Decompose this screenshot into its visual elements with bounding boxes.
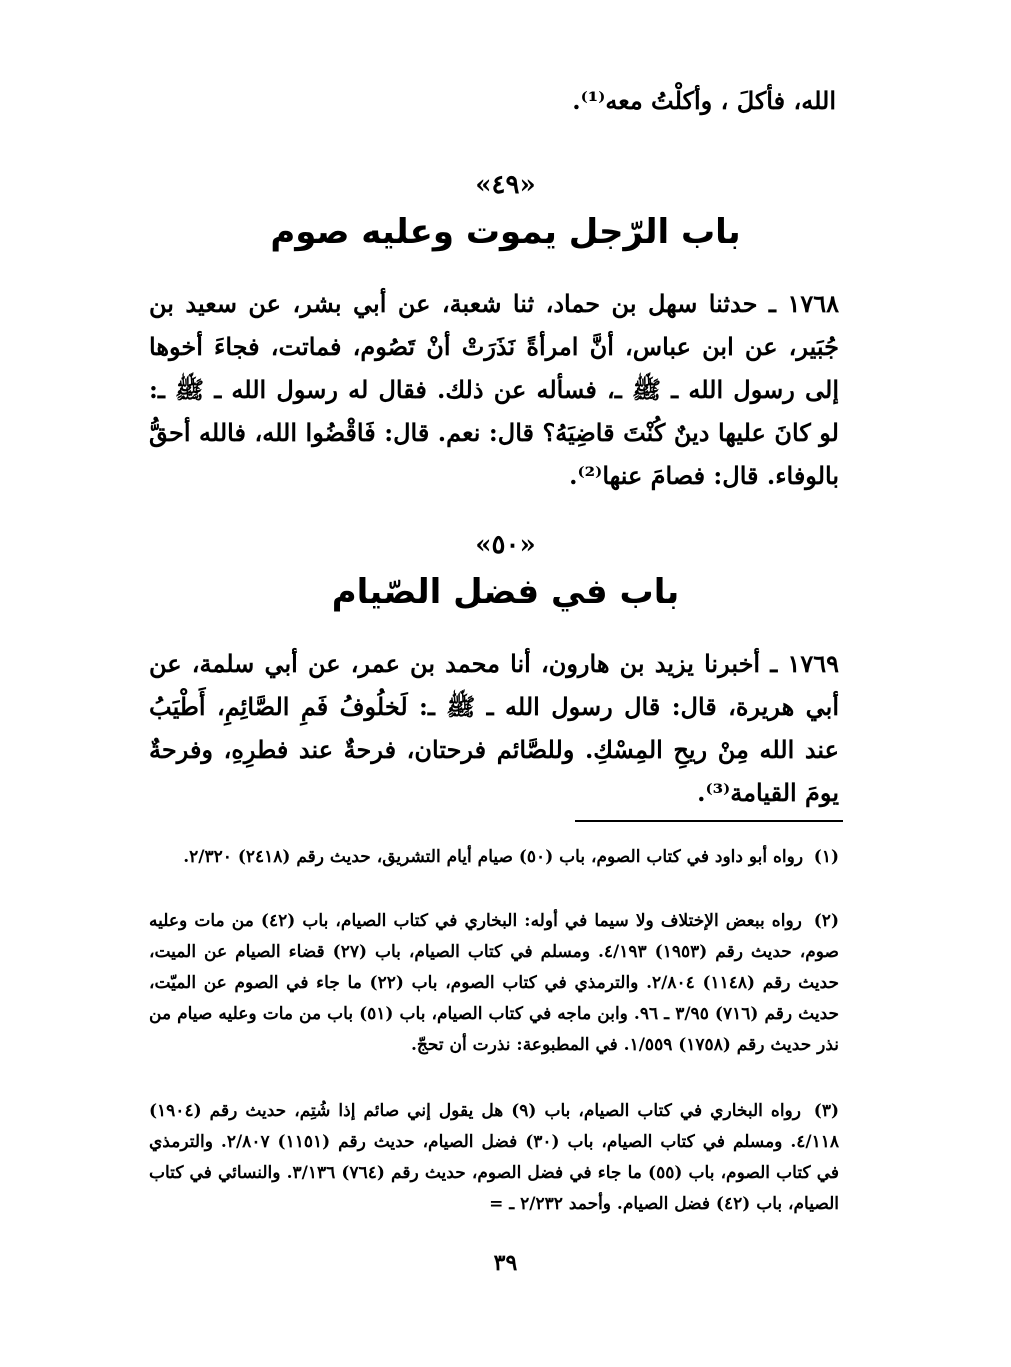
footnote-marker: (٣) xyxy=(813,1101,840,1121)
page-number: ٣٩ xyxy=(493,1250,518,1276)
footnote xyxy=(149,842,839,873)
hadith-text: ـ أخبرنا يزيد بن هارون، أنا محمد بن عمر، عن أبي سلمة، عن أبي هريرة، قال: قال رسول الله ـ ﷺ ـ: لَخلُوفُ فَمِ الصَّائِمِ، أَطْيَبُ عند الله مِنْ ريحِ المِسْكِ. وللصَّائم فرحتان، فرحةٌ عند فطرِهِ، وفرحةٌ يومَ القيامة⁽³⁾. xyxy=(149,649,839,807)
footnote xyxy=(149,906,839,1061)
hadith-number: ١٧٦٨ xyxy=(787,289,839,318)
footnote-text: رواه أبو داود في كتاب الصوم، باب (٥٠) صيام أيام التشريق، حديث رقم (٢٤١٨) ٢/٣٢٠. xyxy=(183,847,804,867)
footnote-text: رواه ببعض الإختلاف ولا سيما في أوله: البخاري في كتاب الصيام، باب (٤٢) من مات وعليه صوم، حديث رقم (١٩٥٣) ٤/١٩٣. ومسلم في كتاب الصيام، باب (٢٧) قضاء الصيام عن الميت، حديث رقم (١١٤٨) ٢/٨٠٤. والترمذي في كتاب الصوم، باب (٢٢) ما جاء في الصوم عن الميّت، حديث رقم (٧١٦) ٣/٩٥ ـ ٩٦. وابن ماجه في كتاب الصيام، باب (٥١) باب من مات وعليه صيام من نذر حديث رقم (١٧٥٨) ١/٥٥٩. في المطبوعة: نذرت أن تحجّ. xyxy=(149,911,839,1055)
footnote-marker: (٢) xyxy=(813,911,839,931)
footnote-marker: (١) xyxy=(813,847,839,867)
chapter-title: باب الرّجل يموت وعليه صوم xyxy=(270,212,741,252)
hadith-text: ـ حدثنا سهل بن حماد، ثنا شعبة، عن أبي بشر، عن سعيد بن جُبَير، عن ابن عباس، أنَّ امرأةً نَذَرَتْ أنْ تَصُوم، فماتت، فجاءَ أخوها إلى رسول الله ـ ﷺ ـ، فسأله عن ذلك. فقال له رسول الله ـ ﷺ ـ: لو كانَ عليها دينٌ كُنْتَ قاضِيَهُ؟ قال: نعم. قال: فَاقْضُوا الله، فالله أحقُّ بالوفاء. قال: فصامَ عنها⁽²⁾. xyxy=(149,289,839,490)
carry-over-line: الله، فأكلَ ، وأكلْتُ معه⁽¹⁾. xyxy=(572,86,836,115)
hadith-number: ١٧٦٩ xyxy=(787,649,840,678)
footnote-separator xyxy=(575,820,843,822)
chapter-title: باب في فضل الصّيام xyxy=(331,572,680,612)
chapter-number: «٤٩» xyxy=(475,170,536,200)
footnote-text: رواه البخاري في كتاب الصيام، باب (٩) هل يقول إني صائم إذا شُتِم، حديث رقم (١٩٠٤) ٤/١١٨. ومسلم في كتاب الصيام، باب (٣٠) فضل الصيام، حديث رقم (١١٥١) ٢/٨٠٧. والترمذي في كتاب الصوم، باب (٥٥) ما جاء في فضل الصوم، حديث رقم (٧٦٤) ٣/١٣٦. والنسائي في كتاب الصيام، باب (٤٢) فضل الصيام. وأحمد ٢/٢٣٢ ـ = xyxy=(149,1101,839,1214)
hadith-paragraph xyxy=(149,282,839,497)
chapter-number: «٥٠» xyxy=(475,530,536,560)
footnote xyxy=(149,1096,839,1220)
hadith-paragraph xyxy=(149,642,839,814)
